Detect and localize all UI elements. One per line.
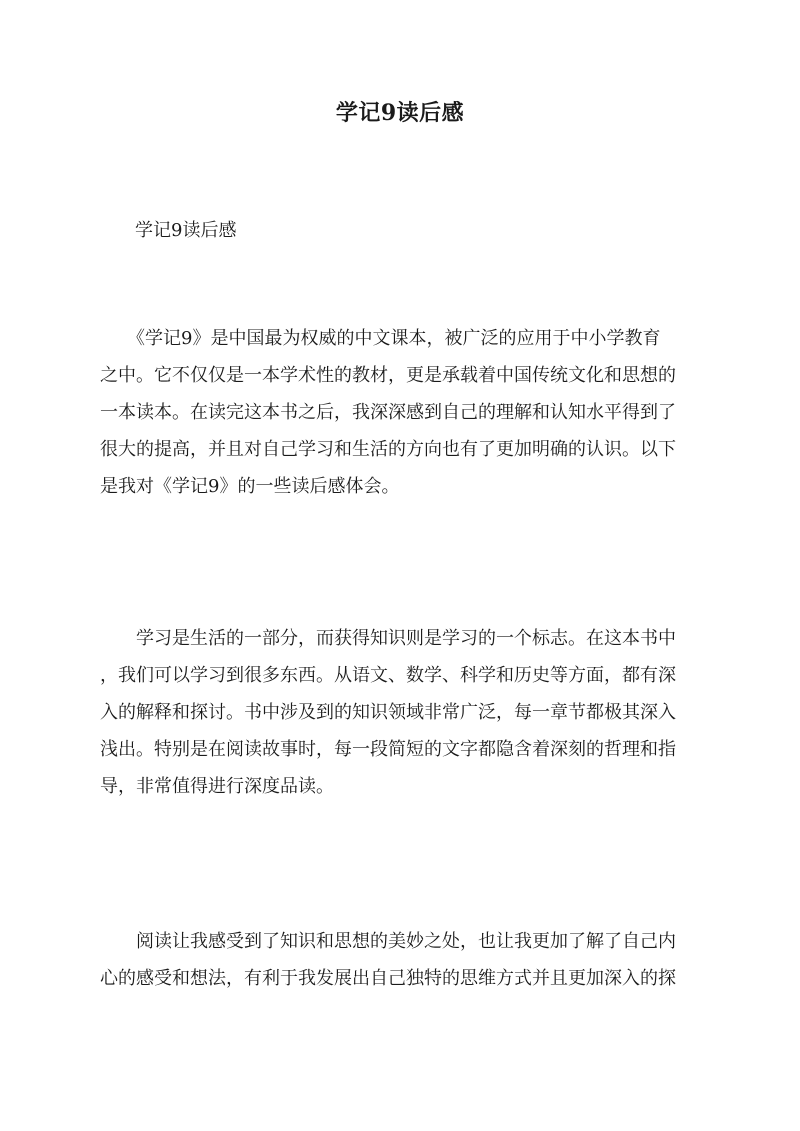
paragraph-line: 浅出。特别是在阅读故事时，每一段简短的文字都隐含着深刻的哲理和指 [100, 739, 676, 760]
paragraph-line: 阅读让我感受到了知识和思想的美妙之处，也让我更加了解了自己内 [100, 931, 676, 952]
paragraph-line: 《学记9》是中国最为权威的中文课本，被广泛的应用于中小学教育 [100, 328, 661, 349]
paragraph-line: 学习是生活的一部分，而获得知识则是学习的一个标志。在这本书中 [100, 628, 676, 649]
paragraph-1 [100, 320, 700, 505]
paragraph-line: 一本读本。在读完这本书之后，我深深感到自己的理解和认知水平得到了 [100, 402, 676, 423]
paragraph-line: 入的解释和探讨。书中涉及到的知识领域非常广泛，每一章节都极其深入 [100, 702, 676, 723]
document-title: 学记9读后感 [335, 100, 465, 126]
paragraph-3 [100, 923, 700, 997]
paragraph-line: 是我对《学记9》的一些读后感体会。 [100, 476, 400, 497]
paragraph-line: 之中。它不仅仅是一本学术性的教材，更是承载着中国传统文化和思想的 [100, 365, 676, 386]
paragraph-line: ，我们可以学习到很多东西。从语文、数学、科学和历史等方面，都有深 [100, 665, 676, 686]
document-subtitle: 学记9读后感 [135, 220, 237, 241]
paragraph-line: 导，非常值得进行深度品读。 [100, 776, 334, 797]
paragraph-2 [100, 620, 700, 805]
paragraph-line: 心的感受和想法，有利于我发展出自己独特的思维方式并且更加深入的探 [100, 968, 676, 989]
paragraph-line: 很大的提高，并且对自己学习和生活的方向也有了更加明确的认识。以下 [100, 439, 676, 460]
